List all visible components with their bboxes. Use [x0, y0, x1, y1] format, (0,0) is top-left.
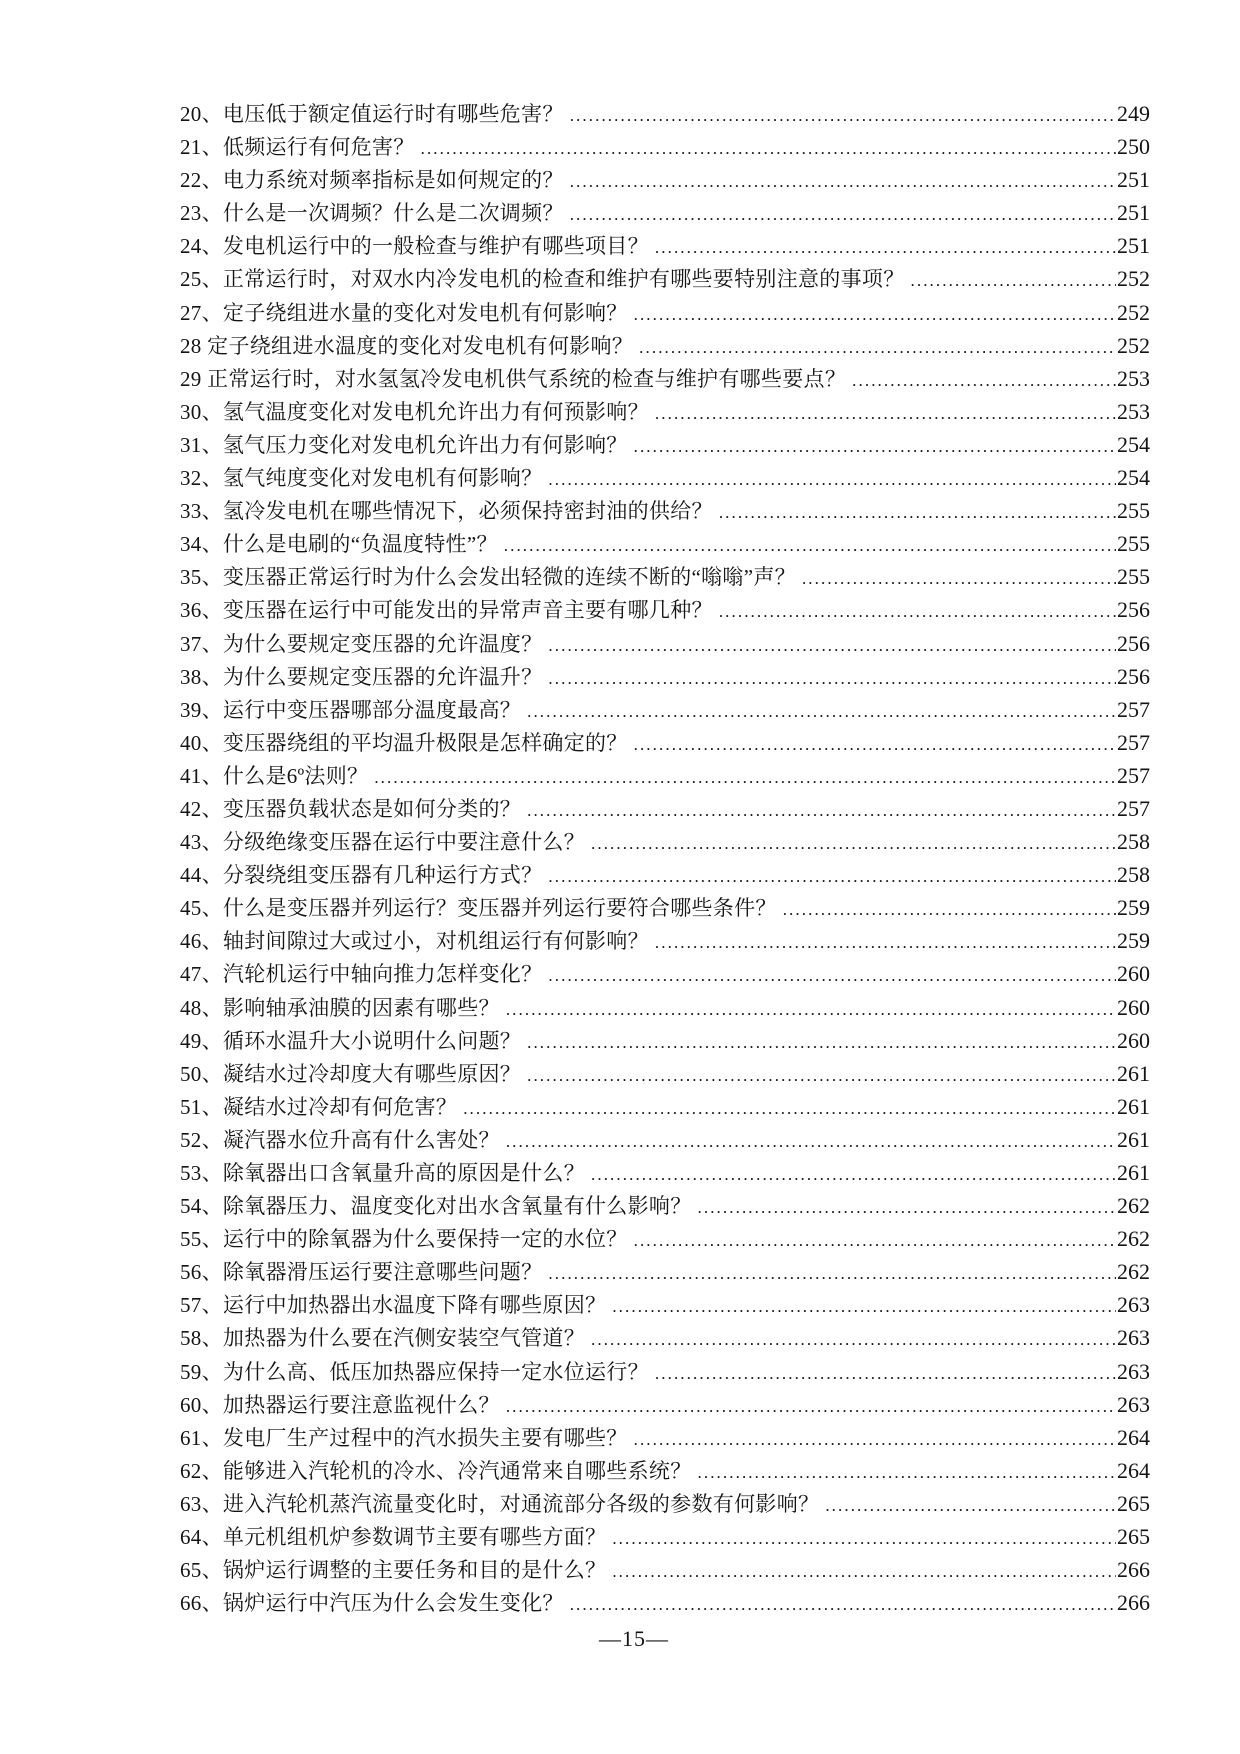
toc-entry-page-number: 265: [1117, 1490, 1150, 1516]
toc-dot-leader: [634, 437, 1116, 461]
toc-entry[interactable]: [180, 628, 1150, 661]
toc-dot-leader: [783, 900, 1116, 924]
toc-entry-page-number: 256: [1117, 663, 1150, 689]
toc-entry[interactable]: [180, 297, 1150, 330]
toc-dot-leader: [655, 1364, 1116, 1388]
toc-dot-leader: [527, 1033, 1116, 1057]
toc-entry-label: 44、分裂绕组变压器有几种运行方式？: [180, 863, 543, 888]
toc-dot-leader: [655, 933, 1116, 957]
toc-entry-page-number: 251: [1117, 167, 1150, 193]
toc-entry-label: 65、锅炉运行调整的主要任务和目的是什么？: [180, 1558, 607, 1583]
toc-entry-page-number: 260: [1117, 994, 1150, 1020]
toc-entry-label: 60、加热器运行要注意监视什么？: [180, 1392, 500, 1417]
toc-entry[interactable]: [180, 1322, 1150, 1355]
page-number-footer: —15—: [599, 1626, 669, 1651]
toc-dot-leader: [527, 801, 1116, 825]
toc-entry-page-number: 262: [1117, 1226, 1150, 1252]
toc-dot-leader: [698, 1463, 1117, 1487]
toc-entry-page-number: 261: [1117, 1060, 1150, 1086]
toc-entry-page-number: 266: [1117, 1590, 1150, 1616]
toc-entry[interactable]: [180, 1554, 1150, 1587]
toc-dot-leader: [634, 735, 1116, 759]
toc-dot-leader: [612, 1297, 1116, 1321]
toc-entry[interactable]: [180, 760, 1150, 793]
toc-entry[interactable]: [180, 98, 1150, 131]
toc-entry-page-number: 260: [1117, 961, 1150, 987]
toc-entry-page-number: 255: [1117, 531, 1150, 557]
toc-entry-label: 66、锅炉运行中汽压为什么会发生变化？: [180, 1591, 564, 1616]
toc-dot-leader: [639, 338, 1116, 362]
toc-entry-page-number: 252: [1117, 332, 1150, 358]
toc-entry[interactable]: [180, 826, 1150, 859]
toc-entry-page-number: 252: [1117, 266, 1150, 292]
toc-entry-page-number: 266: [1117, 1557, 1150, 1583]
toc-dot-leader: [570, 106, 1116, 130]
toc-list: [180, 98, 1150, 1620]
toc-entry[interactable]: [180, 1124, 1150, 1157]
toc-entry[interactable]: [180, 396, 1150, 429]
toc-dot-leader: [634, 1231, 1116, 1255]
toc-entry[interactable]: [180, 992, 1150, 1025]
toc-entry[interactable]: [180, 594, 1150, 627]
toc-entry-label: 57、运行中加热器出水温度下降有哪些原因？: [180, 1293, 607, 1318]
toc-entry-page-number: 260: [1117, 1027, 1150, 1053]
toc-entry-label: 50、凝结水过冷却度大有哪些原因？: [180, 1061, 522, 1086]
toc-entry-page-number: 259: [1117, 928, 1150, 954]
toc-entry-label: 38、为什么要规定变压器的允许温升？: [180, 664, 543, 689]
toc-entry[interactable]: [180, 661, 1150, 694]
toc-entry-label: 43、分级绝缘变压器在运行中要注意什么？: [180, 830, 585, 855]
toc-dot-leader: [570, 172, 1116, 196]
toc-entry[interactable]: [180, 1422, 1150, 1455]
toc-dot-leader: [548, 867, 1116, 891]
toc-entry-label: 36、变压器在运行中可能发出的异常声音主要有哪几种？: [180, 598, 713, 623]
toc-entry[interactable]: [180, 958, 1150, 991]
toc-entry-label: 56、除氧器滑压运行要注意哪些问题？: [180, 1260, 543, 1285]
toc-entry[interactable]: [180, 1389, 1150, 1422]
toc-entry-label: 21、低频运行有何危害？: [180, 135, 415, 160]
toc-entry-page-number: 253: [1117, 398, 1150, 424]
toc-entry-label: 55、运行中的除氧器为什么要保持一定的水位？: [180, 1227, 628, 1252]
toc-entry[interactable]: [180, 727, 1150, 760]
toc-dot-leader: [852, 371, 1116, 395]
toc-dot-leader: [591, 834, 1116, 858]
toc-entry-label: 61、发电厂生产过程中的汽水损失主要有哪些？: [180, 1425, 628, 1450]
toc-entry-page-number: 249: [1117, 101, 1150, 126]
toc-entry[interactable]: [180, 1455, 1150, 1488]
toc-entry[interactable]: [180, 528, 1150, 561]
toc-dot-leader: [591, 1330, 1116, 1354]
toc-entry[interactable]: [180, 330, 1150, 363]
toc-entry-page-number: 263: [1117, 1391, 1150, 1417]
toc-entry[interactable]: [180, 1521, 1150, 1554]
toc-entry-page-number: 254: [1117, 431, 1150, 457]
toc-entry-label: 59、为什么高、低压加热器应保持一定水位运行？: [180, 1359, 649, 1384]
toc-entry-page-number: 257: [1117, 729, 1150, 755]
toc-entry-label: 64、单元机组机炉参数调节主要有哪些方面？: [180, 1525, 607, 1550]
toc-entry-label: 63、进入汽轮机蒸汽流量变化时，对通流部分各级的参数有何影响？: [180, 1491, 820, 1516]
toc-entry-label: 34、什么是电刷的“负温度特性”？: [180, 532, 498, 557]
toc-entry-label: 25、正常运行时，对双水内冷发电机的检查和维护有哪些要特别注意的事项？: [180, 267, 905, 292]
toc-entry-label: 53、除氧器出口含氧量升高的原因是什么？: [180, 1161, 585, 1185]
toc-dot-leader: [612, 1562, 1116, 1586]
toc-entry-page-number: 264: [1117, 1457, 1150, 1483]
toc-dot-leader: [506, 1397, 1116, 1421]
toc-entry[interactable]: [180, 1157, 1150, 1190]
toc-dot-leader: [527, 702, 1116, 726]
toc-entry[interactable]: [180, 197, 1150, 230]
toc-entry-page-number: 257: [1117, 795, 1150, 821]
toc-entry[interactable]: [180, 694, 1150, 727]
toc-entry-page-number: 256: [1117, 630, 1150, 656]
toc-entry-label: 24、发电机运行中的一般检查与维护有哪些项目？: [180, 234, 649, 259]
toc-entry[interactable]: [180, 1587, 1150, 1620]
toc-entry-label: 39、运行中变压器哪部分温度最高？: [180, 697, 522, 722]
toc-entry-label: 52、凝汽器水位升高有什么害处？: [180, 1127, 500, 1152]
toc-entry-label: 54、除氧器压力、温度变化对出水含氧量有什么影响？: [180, 1194, 692, 1219]
toc-dot-leader: [911, 271, 1117, 295]
toc-entry-label: 58、加热器为什么要在汽侧安装空气管道？: [180, 1326, 585, 1351]
toc-entry[interactable]: [180, 892, 1150, 925]
toc-entry-label: 29 正常运行时，对水氢氢冷发电机供气系统的检查与维护有哪些要点？: [180, 366, 847, 391]
toc-entry-label: 23、什么是一次调频？什么是二次调频？: [180, 201, 564, 226]
toc-dot-leader: [612, 1529, 1116, 1553]
toc-entry-page-number: 253: [1117, 365, 1150, 391]
toc-entry-label: 47、汽轮机运行中轴向推力怎样变化？: [180, 962, 543, 987]
toc-entry-page-number: 263: [1117, 1292, 1150, 1318]
toc-entry-label: 28 定子绕组进水温度的变化对发电机有何影响？: [180, 333, 634, 358]
toc-entry-label: 51、凝结水过冷却有何危害？: [180, 1094, 458, 1119]
toc-entry-label: 49、循环水温升大小说明什么问题？: [180, 1028, 522, 1053]
toc-entry[interactable]: [180, 230, 1150, 263]
toc-entry-label: 48、影响轴承油膜的因素有哪些？: [180, 995, 500, 1020]
toc-entry-page-number: 255: [1117, 564, 1150, 590]
toc-entry[interactable]: [180, 1256, 1150, 1289]
toc-entry-label: 62、能够进入汽轮机的冷水、冷汽通常来自哪些系统？: [180, 1458, 692, 1483]
toc-dot-leader: [719, 602, 1116, 626]
toc-entry[interactable]: [180, 429, 1150, 462]
toc-entry-page-number: 252: [1117, 299, 1150, 325]
toc-entry[interactable]: [180, 1488, 1150, 1521]
toc-dot-leader: [655, 238, 1116, 262]
toc-entry-label: 40、变压器绕组的平均温升极限是怎样确定的？: [180, 730, 628, 755]
toc-dot-leader: [463, 1099, 1116, 1123]
toc-entry[interactable]: [180, 925, 1150, 958]
toc-entry[interactable]: [180, 1025, 1150, 1058]
toc-entry-label: 37、为什么要规定变压器的允许温度？: [180, 631, 543, 656]
toc-entry[interactable]: [180, 462, 1150, 495]
toc-entry-label: 41、什么是6º法则？: [180, 763, 369, 788]
toc-entry-page-number: 262: [1117, 1193, 1150, 1219]
toc-dot-leader: [634, 1430, 1116, 1454]
toc-entry[interactable]: [180, 263, 1150, 296]
toc-dot-leader: [374, 768, 1116, 792]
toc-entry-page-number: 261: [1117, 1126, 1150, 1152]
toc-dot-leader: [548, 1264, 1116, 1288]
toc-entry-label: 42、变压器负载状态是如何分类的？: [180, 796, 522, 821]
toc-dot-leader: [506, 1000, 1116, 1024]
toc-entry-page-number: 259: [1117, 895, 1150, 921]
toc-entry[interactable]: [180, 1190, 1150, 1223]
toc-dot-leader: [570, 1595, 1116, 1619]
toc-dot-leader: [634, 305, 1116, 329]
toc-entry[interactable]: [180, 164, 1150, 197]
toc-entry[interactable]: [180, 363, 1150, 396]
toc-entry-page-number: 263: [1117, 1325, 1150, 1351]
toc-entry[interactable]: [180, 1289, 1150, 1322]
toc-dot-leader: [719, 503, 1116, 527]
toc-entry[interactable]: [180, 1223, 1150, 1256]
toc-entry-page-number: 265: [1117, 1524, 1150, 1550]
toc-dot-leader: [655, 404, 1116, 428]
toc-entry-label: 35、变压器正常运行时为什么会发出轻微的连续不断的“嗡嗡”声？: [180, 565, 796, 590]
toc-entry-page-number: 256: [1117, 597, 1150, 623]
toc-entry[interactable]: [180, 793, 1150, 826]
toc-entry-page-number: 254: [1117, 465, 1150, 491]
toc-dot-leader: [570, 205, 1116, 229]
toc-entry[interactable]: [180, 1091, 1150, 1124]
toc-dot-leader: [548, 636, 1116, 660]
toc-entry-page-number: 258: [1117, 829, 1150, 855]
toc-dot-leader: [548, 669, 1116, 693]
toc-entry[interactable]: [180, 495, 1150, 528]
toc-dot-leader: [825, 1496, 1116, 1520]
toc-entry-page-number: 251: [1117, 200, 1150, 226]
toc-entry-page-number: 251: [1117, 233, 1150, 259]
toc-dot-leader: [591, 1165, 1116, 1189]
toc-entry-label: 45、什么是变压器并列运行？变压器并列运行要符合哪些条件？: [180, 896, 777, 921]
toc-entry-label: 31、氢气压力变化对发电机允许出力有何影响？: [180, 432, 628, 457]
toc-dot-leader: [698, 1198, 1117, 1222]
toc-entry-label: 20、电压低于额定值运行时有哪些危害？: [180, 102, 564, 126]
toc-entry-page-number: 257: [1117, 762, 1150, 788]
toc-entry[interactable]: [180, 1356, 1150, 1389]
toc-entry-page-number: 261: [1117, 1160, 1150, 1185]
toc-entry[interactable]: [180, 131, 1150, 164]
toc-entry-page-number: 255: [1117, 498, 1150, 524]
toc-dot-leader: [548, 966, 1116, 990]
toc-dot-leader: [802, 569, 1116, 593]
toc-entry[interactable]: [180, 1058, 1150, 1091]
toc-entry-page-number: 257: [1117, 696, 1150, 722]
toc-dot-leader: [421, 139, 1116, 163]
toc-entry-page-number: 264: [1117, 1424, 1150, 1450]
toc-entry-label: 46、轴封间隙过大或过小，对机组运行有何影响？: [180, 929, 649, 954]
toc-entry-page-number: 262: [1117, 1259, 1150, 1285]
toc-entry-label: 27、定子绕组进水量的变化对发电机有何影响？: [180, 300, 628, 325]
toc-dot-leader: [504, 536, 1116, 560]
toc-entry-label: 33、氢冷发电机在哪些情况下，必须保持密封油的供给？: [180, 499, 713, 524]
toc-entry[interactable]: [180, 561, 1150, 594]
toc-entry-label: 32、氢气纯度变化对发电机有何影响？: [180, 466, 543, 491]
toc-dot-leader: [527, 1066, 1116, 1090]
toc-dot-leader: [506, 1132, 1116, 1156]
toc-entry-label: 30、氢气温度变化对发电机允许出力有何预影响？: [180, 399, 649, 424]
toc-dot-leader: [548, 470, 1116, 494]
toc-entry-label: 22、电力系统对频率指标是如何规定的？: [180, 168, 564, 193]
toc-entry-page-number: 258: [1117, 862, 1150, 888]
toc-entry[interactable]: [180, 859, 1150, 892]
toc-entry-page-number: 261: [1117, 1093, 1150, 1119]
toc-entry-page-number: 263: [1117, 1358, 1150, 1384]
toc-entry-page-number: 250: [1117, 134, 1150, 160]
